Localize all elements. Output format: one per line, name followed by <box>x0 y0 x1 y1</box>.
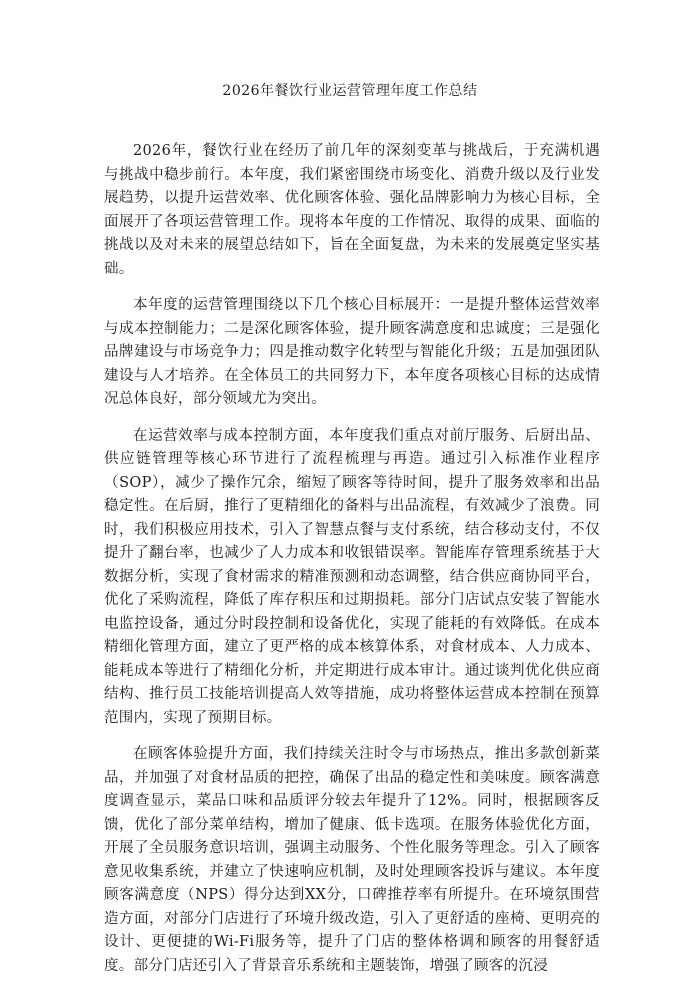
document-body <box>104 140 600 991</box>
document-title: 2026年餐饮行业运营管理年度工作总结 <box>222 83 478 99</box>
paragraph-customer-experience: 在顾客体验提升方面，我们持续关注时令与市场热点，推出多款创新菜品，并加强了对食材品质的把控，确保了出品的稳定性和美味度。顾客满意度调查显示，菜品口味和品质评分较去年提升了12%。同时，根据顾客反馈，优化了部分菜单结构，增加了健康、低卡选项。在服务体验优化方面，开展了全员服务意识培训，强调主动服务、个性化服务等理念。引入了顾客意见收集系统，并建立了快速响应机制，及时处理顾客投诉与建议。本年度顾客满意度（NPS）得分达到XX分，口碑推荐率有所提升。在环境氛围营造方面，对部分门店进行了环境升级改造，引入了更舒适的座椅、更明亮的设计、更便捷的Wi-Fi服务等，提升了门店的整体格调和顾客的用餐舒适度。部分门店还引入了背景音乐系统和主题装饰，增强了顾客的沉浸 <box>104 746 600 974</box>
paragraph-core-goals: 本年度的运营管理围绕以下几个核心目标展开：一是提升整体运营效率与成本控制能力；二是深化顾客体验，提升顾客满意度和忠诚度；三是强化品牌建设与市场竞争力；四是推动数字化转型与智能化升级；五是加强团队建设与人才培养。在全体员工的共同努力下，本年度各项核心目标的达成情况总体良好，部分领域尤为突出。 <box>104 297 600 407</box>
paragraph-efficiency-cost: 在运营效率与成本控制方面，本年度我们重点对前厅服务、后厨出品、供应链管理等核心环节进行了流程梳理与再造。通过引入标准作业程序（SOP），减少了操作冗余，缩短了顾客等待时间，提升了服务效率和出品稳定性。在后厨，推行了更精细化的备料与出品流程，有效减少了浪费。同时，我们积极应用技术，引入了智慧点餐与支付系统，结合移动支付，不仅提升了翻台率，也减少了人力成本和收银错误率。智能库存管理系统基于大数据分析，实现了食材需求的精准预测和动态调整，结合供应商协同平台，优化了采购流程，降低了库存积压和过期损耗。部分门店试点安装了智能水电监控设备，通过分时段控制和设备优化，实现了能耗的有效降低。在成本精细化管理方面，建立了更严格的成本核算体系，对食材成本、人力成本、能耗成本等进行了精细化分析，并定期进行成本审计。通过谈判优化供应商结构、推行员工技能培训提高人效等措施，成功将整体运营成本控制在预算范围内，实现了预期目标。 <box>104 427 600 726</box>
paragraph-intro: 2026年，餐饮行业在经历了前几年的深刻变革与挑战后，于充满机遇与挑战中稳步前行。本年度，我们紧密围绕市场变化、消费升级以及行业发展趋势，以提升运营效率、优化顾客体验、强化品牌影响力为核心目标，全面展开了各项运营管理工作。现将本年度的工作情况、取得的成果、面临的挑战以及对未来的展望总结如下，旨在全面复盘，为未来的发展奠定坚实基础。 <box>104 143 600 277</box>
